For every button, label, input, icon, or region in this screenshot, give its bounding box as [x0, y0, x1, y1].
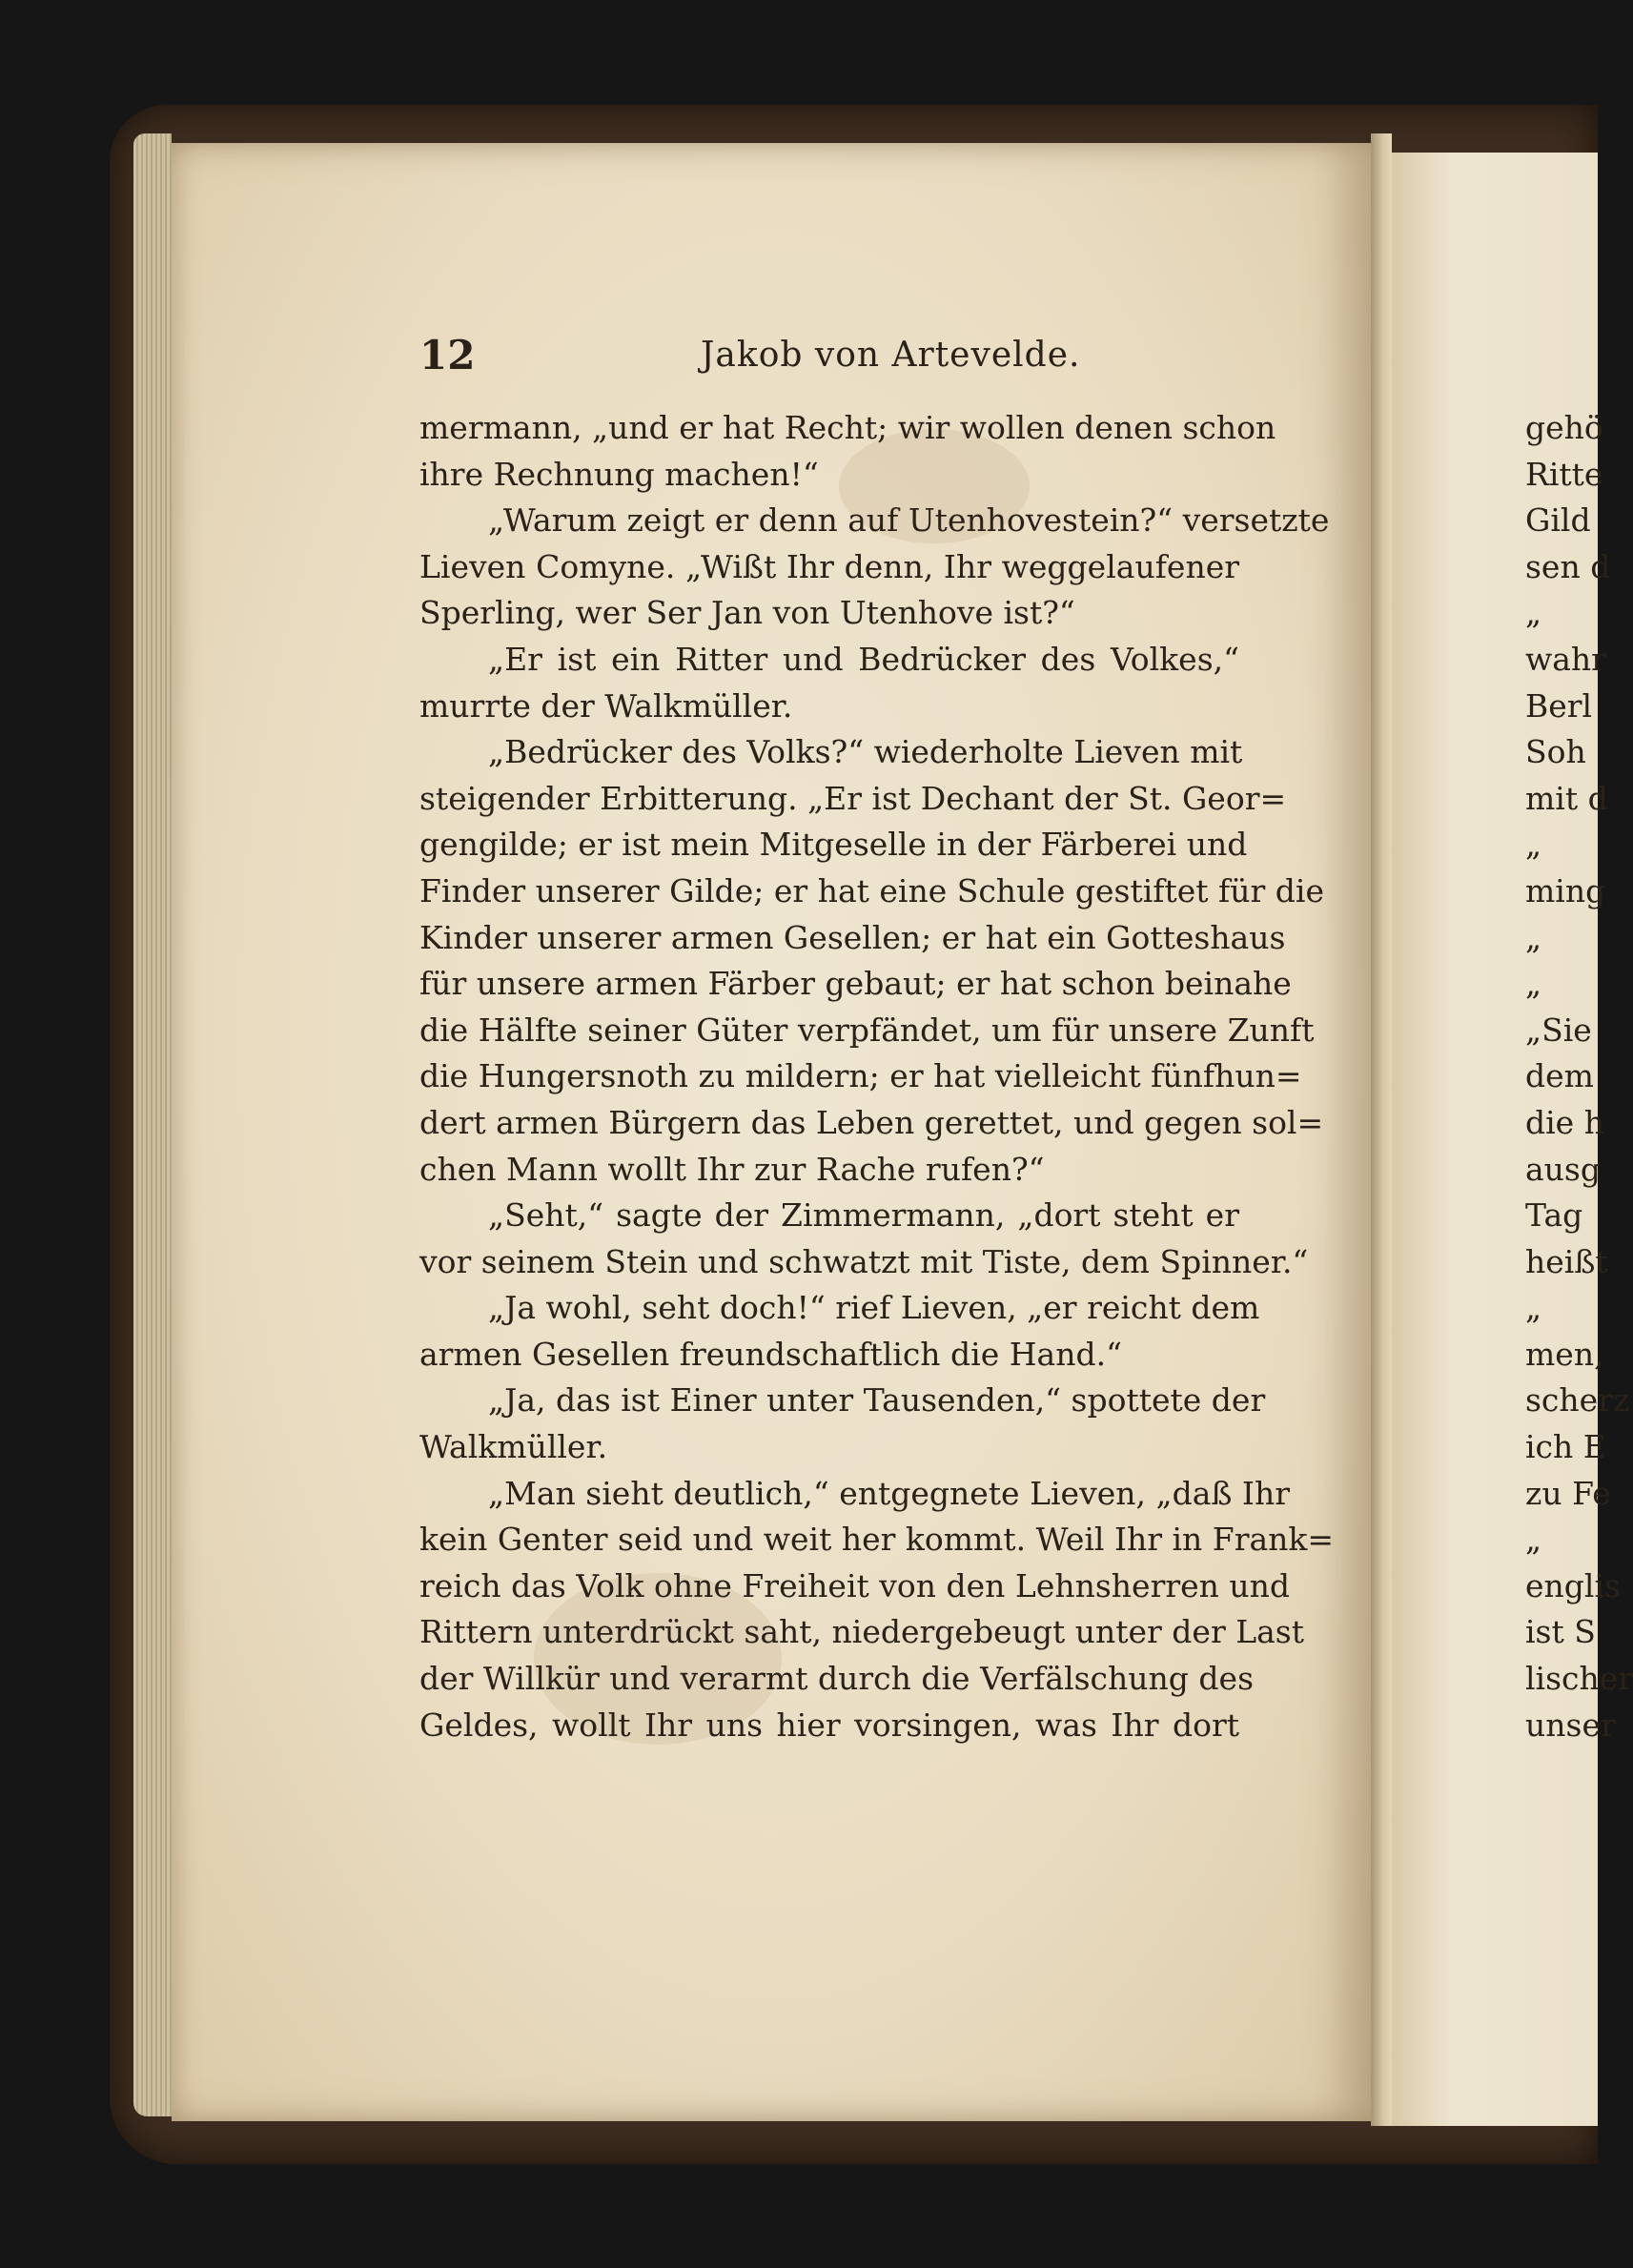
book-title: Jakob von Artevelde.: [701, 336, 1081, 375]
right-text-line: mit d: [1525, 779, 1608, 817]
text-line: dert armen Bürgern das Leben gerettet, und gegen sol=: [419, 1103, 1324, 1141]
text-line: reich das Volk ohne Freiheit von den Lehnsherren und: [419, 1566, 1291, 1604]
right-text-line: „: [1525, 826, 1542, 864]
text-line: Walkmüller.: [419, 1428, 608, 1466]
text-line: vor seinem Stein und schwatzt mit Tiste, dem Spinner.“: [419, 1242, 1309, 1280]
right-text-line: gehö: [1525, 409, 1603, 446]
right-text-line: scherz: [1525, 1381, 1630, 1420]
right-text-line: Gild: [1525, 501, 1591, 540]
right-text-line: zu Fe: [1525, 1474, 1611, 1512]
text-line: ihre Rechnung machen!“: [419, 455, 819, 493]
right-text-line: sen d: [1525, 547, 1611, 585]
text-line: Sperling, wer Ser Jan von Utenhove ist?“: [419, 594, 1075, 632]
right-text-line: „: [1525, 918, 1542, 956]
text-line: „Man sieht deutlich,“ entgegnete Lieven, „daß Ihr: [488, 1474, 1290, 1512]
right-text-line: ming: [1525, 871, 1606, 909]
text-line: mermann, „und er hat Recht; wir wollen denen schon: [419, 409, 1276, 446]
page-edges: [133, 133, 172, 2116]
text-line: Lieven Comyne. „Wißt Ihr denn, Ihr weggelaufener: [419, 547, 1239, 585]
text-line: „Er ist ein Ritter und Bedrücker des Volkes,“: [488, 640, 1239, 678]
text-line: für unsere armen Färber gebaut; er hat schon beinahe: [419, 965, 1292, 1003]
right-text-line: englis: [1525, 1566, 1621, 1604]
text-line: „Ja, das ist Einer unter Tausenden,“ spottete der: [488, 1381, 1266, 1420]
text-line: chen Mann wollt Ihr zur Rache rufen?“: [419, 1150, 1045, 1188]
text-line: Geldes, wollt Ihr uns hier vorsingen, was Ihr dort: [419, 1706, 1239, 1744]
body-text: [419, 405, 1335, 1748]
right-text-line: ist S: [1525, 1613, 1596, 1651]
text-line: gengilde; er ist mein Mitgeselle in der Färberei und: [419, 826, 1248, 864]
text-line: Finder unserer Gilde; er hat eine Schule gestiftet für die: [419, 871, 1324, 909]
right-text-line: Ritte: [1525, 455, 1603, 493]
book-gutter: [1371, 133, 1392, 2126]
right-text-line: die h: [1525, 1103, 1604, 1141]
right-text-line: „: [1525, 1289, 1542, 1327]
right-text-line: dem: [1525, 1057, 1594, 1095]
text-line: die Hungersnoth zu mildern; er hat vielleicht fünfhun=: [419, 1057, 1302, 1095]
right-text-line: heißt: [1525, 1242, 1608, 1280]
right-text-line: „: [1525, 965, 1542, 1003]
running-head: [419, 332, 1239, 389]
right-text-line: „: [1525, 594, 1542, 632]
right-text-line: „: [1525, 1521, 1542, 1559]
page-number: 12: [419, 332, 476, 378]
text-line: murrte der Walkmüller.: [419, 686, 793, 725]
right-page-text: [1525, 405, 1633, 1748]
text-line: „Ja wohl, seht doch!“ rief Lieven, „er reicht dem: [488, 1289, 1260, 1327]
right-text-line: lischer: [1525, 1660, 1633, 1698]
text-line: steigender Erbitterung. „Er ist Dechant der St. Geor=: [419, 779, 1287, 817]
text-line: Rittern unterdrückt saht, niedergebeugt unter der Last: [419, 1613, 1304, 1651]
text-line: „Seht,“ sagte der Zimmermann, „dort steht er: [488, 1196, 1239, 1235]
text-line: armen Gesellen freundschaftlich die Hand.“: [419, 1335, 1122, 1373]
right-text-line: Soh: [1525, 733, 1586, 771]
text-line: der Willkür und verarmt durch die Verfälschung des: [419, 1660, 1254, 1698]
right-text-line: Berl: [1525, 686, 1593, 725]
text-line: „Warum zeigt er denn auf Utenhovestein?“ versetzte: [488, 501, 1330, 540]
right-text-line: „Sie: [1525, 1011, 1592, 1049]
right-text-line: wahr: [1525, 640, 1606, 678]
right-text-line: men,: [1525, 1335, 1604, 1373]
right-text-line: Tag: [1525, 1196, 1583, 1235]
text-line: die Hälfte seiner Güter verpfändet, um für unsere Zunft: [419, 1011, 1315, 1049]
right-text-line: ich E: [1525, 1428, 1606, 1466]
text-line: Kinder unserer armen Gesellen; er hat ein Gotteshaus: [419, 918, 1286, 956]
text-line: „Bedrücker des Volks?“ wiederholte Lieven mit: [488, 733, 1243, 771]
right-text-line: unser: [1525, 1706, 1616, 1744]
right-text-line: ausg: [1525, 1150, 1601, 1188]
text-line: kein Genter seid und weit her kommt. Weil Ihr in Frank=: [419, 1521, 1335, 1559]
